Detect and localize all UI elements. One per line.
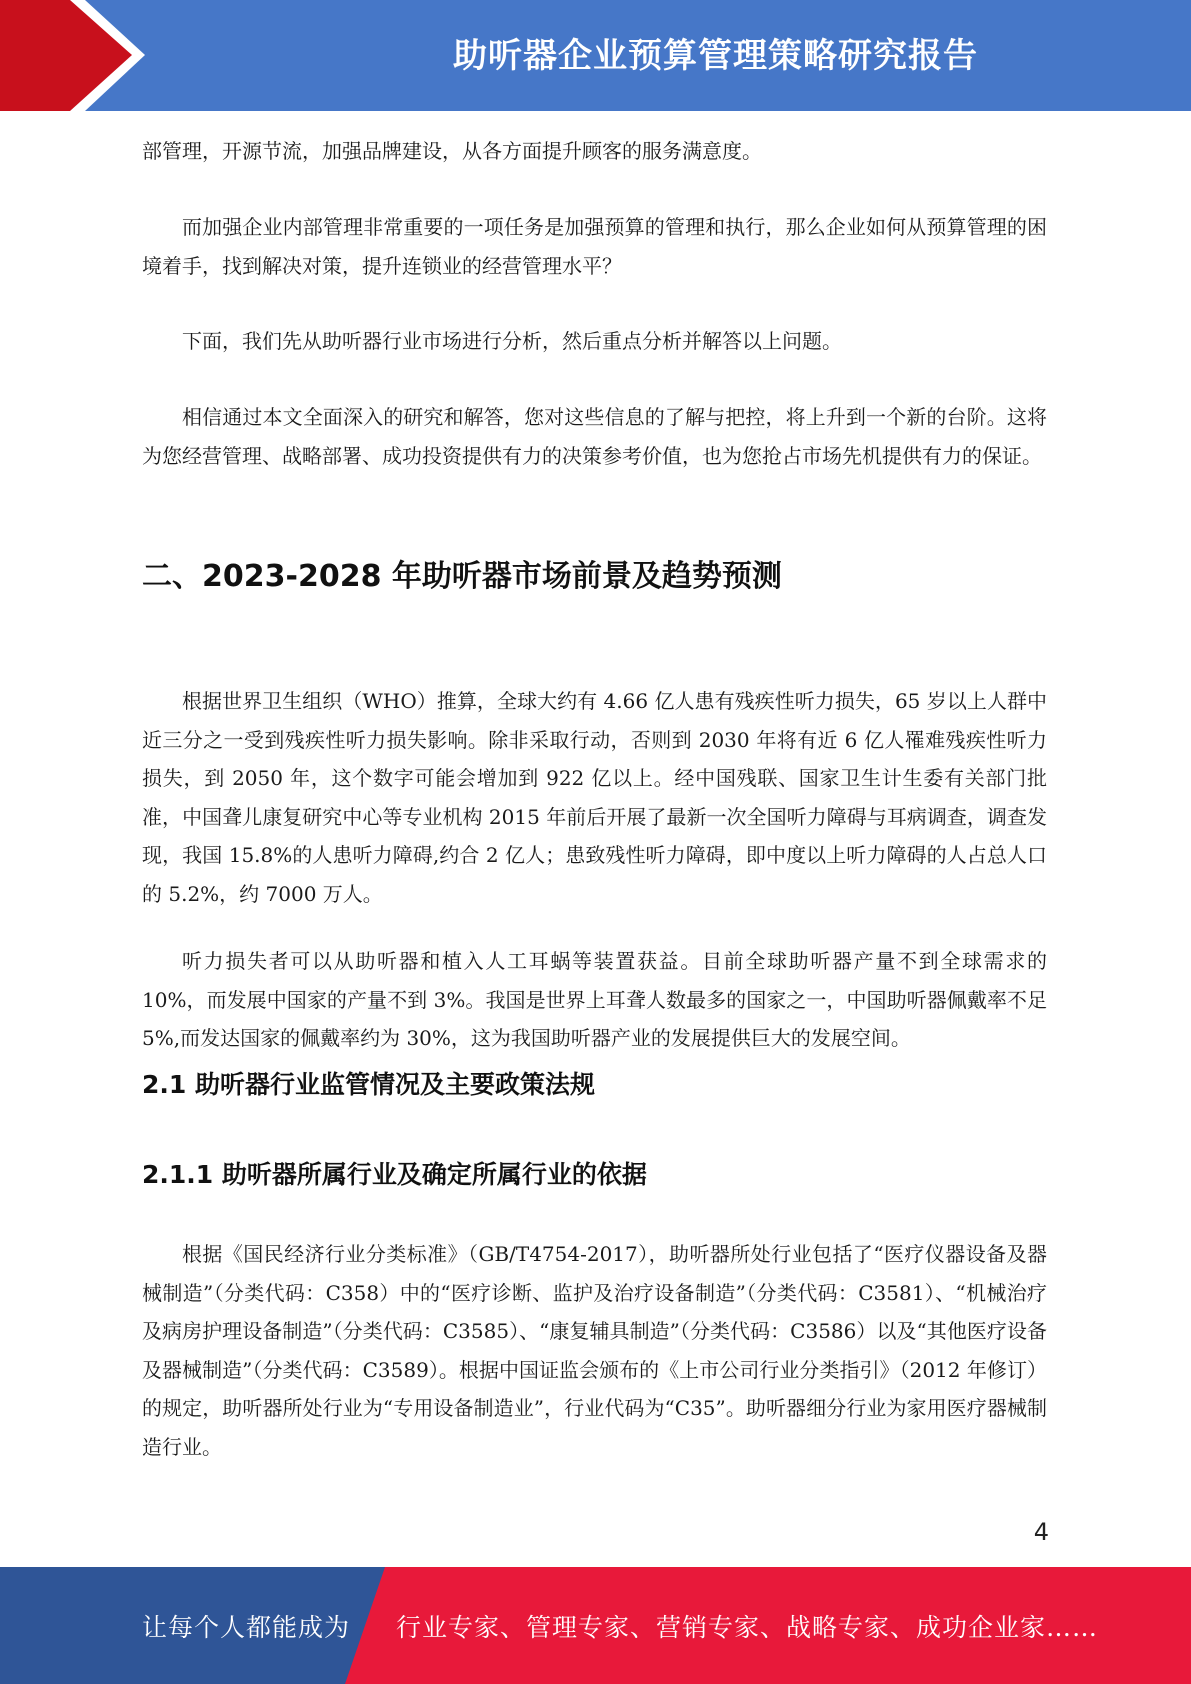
document-title: 助听器企业预算管理策略研究报告 [453,35,978,76]
paragraph-text: 听力损失者可以从助听器和植入人工耳蜗等装置获益。目前全球助听器产量不到全球需求的 10%，而发展中国家的产量不到 3%。我国是世界上耳聋人数最多的国家之一，中国助听器佩戴率不足 5%,而发达国家的佩戴率约为 30%，这为我国助听器产业的发展提供巨大的发展空间。 [142,949,1047,1050]
intro-paragraph-4 [142,398,1047,475]
paragraph-text: 根据《国民经济行业分类标准》（GB/T4754-2017），助听器所处行业包括了“医疗仪器设备及器械制造”（分类代码：C358）中的“医疗诊断、监护及治疗设备制造”（分类代码：C3581）、“机械治疗及病房护理设备制造”（分类代码：C3585）、“康复辅具制造”（分类代码：C3586）以及“其他医疗设备及器械制造”（分类代码：C3589）。根据中国证监会颁布的《上市公司行业分类指引》（2012 年修订）的规定，助听器所处行业为“专用设备制造业”，行业代码为“C35”。助听器细分行业为家用医疗器械制造行业。 [142,1242,1047,1459]
intro-paragraph-2 [142,208,1047,285]
paragraph-text: 部管理，开源节流，加强品牌建设，从各方面提升顾客的服务满意度。 [142,139,762,163]
section2-paragraph-1 [142,682,1047,913]
section2-1-1-paragraph [142,1235,1047,1466]
paragraph-text: 而加强企业内部管理非常重要的一项任务是加强预算的管理和执行，那么企业如何从预算管理的困境着手，找到解决对策，提升连锁业的经营管理水平？ [142,215,1047,278]
paragraph-text: 根据世界卫生组织（WHO）推算，全球大约有 4.66 亿人患有残疾性听力损失，65 岁以上人群中近三分之一受到残疾性听力损失影响。除非采取行动，否则到 2030 年将有近 6 亿人罹难残疾性听力损失，到 2050 年，这个数字可能会增加到 922 亿以上。经中国残联、国家卫生计生委有关部门批准，中国聋儿康复研究中心等专业机构 2015 年前后开展了最新一次全国听力障碍与耳病调查，调查发现，我国 15.8%的人患听力障碍,约合 2 亿人；患致残性听力障碍，即中度以上听力障碍的人占总人口的 5.2%，约 7000 万人。 [142,689,1047,906]
subsubsection-heading: 2.1.1 助听器所属行业及确定所属行业的依据 [142,1160,647,1189]
section-heading: 二、2023-2028 年助听器市场前景及趋势预测 [142,559,782,594]
subsection-heading: 2.1 助听器行业监管情况及主要政策法规 [142,1070,595,1099]
paragraph-text: 下面，我们先从助听器行业市场进行分析，然后重点分析并解答以上问题。 [182,329,842,353]
header-banner [0,0,1191,111]
section2-paragraph-2 [142,942,1047,1058]
intro-paragraph-3 [142,322,1047,361]
paragraph-text: 相信通过本文全面深入的研究和解答，您对这些信息的了解与把控，将上升到一个新的台阶。这将为您经营管理、战略部署、成功投资提供有力的决策参考价值，也为您抢占市场先机提供有力的保证。 [142,405,1047,468]
footer-slogan-right: 行业专家、管理专家、营销专家、战略专家、成功企业家…… [396,1612,1099,1642]
footer-slogan-left: 让每个人都能成为 [142,1612,351,1642]
intro-paragraph-1 [142,132,1047,171]
page-number: 4 [1033,1518,1049,1546]
footer-banner [0,1567,1191,1684]
